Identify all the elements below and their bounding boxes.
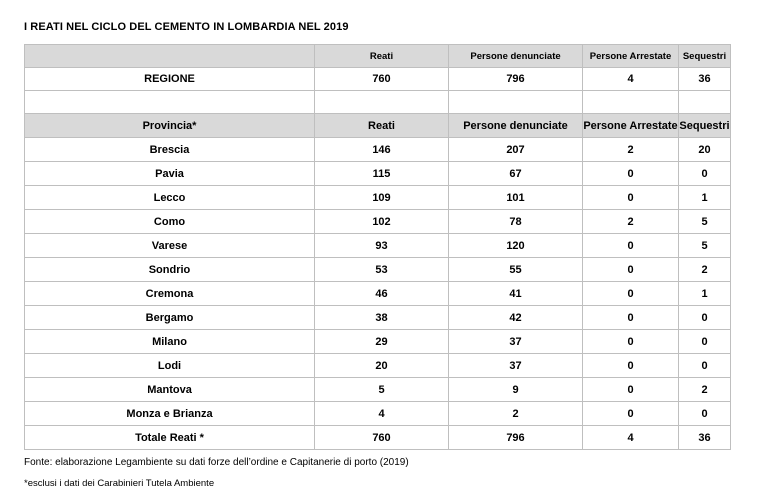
spacer-row — [25, 91, 731, 114]
table-cell: 2 — [583, 138, 679, 162]
table-cell: 5 — [315, 378, 449, 402]
table-cell: 1 — [679, 282, 731, 306]
top-header-row — [25, 45, 731, 68]
empty-cell — [583, 91, 679, 114]
header-cell: Persone Arrestate — [583, 114, 679, 138]
table-cell: 78 — [449, 210, 583, 234]
table-title: I REATI NEL CICLO DEL CEMENTO IN LOMBARDIA NEL 2019 — [24, 21, 349, 33]
table-cell: 67 — [449, 162, 583, 186]
province-name: Lodi — [25, 354, 315, 378]
table-cell: 0 — [679, 402, 731, 426]
table-cell: 42 — [449, 306, 583, 330]
table-cell: 37 — [449, 330, 583, 354]
province-row — [25, 402, 731, 426]
table-body — [25, 45, 731, 450]
regione-cell: 4 — [583, 68, 679, 91]
table-cell: 29 — [315, 330, 449, 354]
table-cell: 146 — [315, 138, 449, 162]
table-cell: 0 — [583, 186, 679, 210]
table-cell: 101 — [449, 186, 583, 210]
table-cell: 0 — [679, 354, 731, 378]
table-cell: 0 — [583, 306, 679, 330]
total-cell: 4 — [583, 426, 679, 450]
table-cell: 5 — [679, 210, 731, 234]
table-cell: 0 — [583, 162, 679, 186]
province-row — [25, 258, 731, 282]
regione-cell: 36 — [679, 68, 731, 91]
table-cell: 20 — [315, 354, 449, 378]
header-cell: Sequestri — [679, 114, 731, 138]
province-row — [25, 354, 731, 378]
crimes-table — [24, 44, 731, 450]
province-name: Brescia — [25, 138, 315, 162]
header-cell: Sequestri — [679, 45, 731, 68]
province-name: Mantova — [25, 378, 315, 402]
province-row — [25, 282, 731, 306]
table-cell: 55 — [449, 258, 583, 282]
province-name: Bergamo — [25, 306, 315, 330]
header-cell — [25, 45, 315, 68]
province-name: Cremona — [25, 282, 315, 306]
regione-cell: 796 — [449, 68, 583, 91]
table-cell: 46 — [315, 282, 449, 306]
table-cell: 0 — [679, 162, 731, 186]
table-cell: 102 — [315, 210, 449, 234]
table-cell: 0 — [583, 330, 679, 354]
regione-cell: 760 — [315, 68, 449, 91]
main-header-row — [25, 114, 731, 138]
table-cell: 93 — [315, 234, 449, 258]
header-cell: Persone Arrestate — [583, 45, 679, 68]
empty-cell — [449, 91, 583, 114]
table-cell: 109 — [315, 186, 449, 210]
total-cell: 796 — [449, 426, 583, 450]
header-cell: Reati — [315, 114, 449, 138]
header-cell: Persone denunciate — [449, 114, 583, 138]
total-cell: 36 — [679, 426, 731, 450]
regione-row — [25, 68, 731, 91]
table-cell: 0 — [583, 354, 679, 378]
table-cell: 41 — [449, 282, 583, 306]
table-cell: 0 — [679, 330, 731, 354]
province-row — [25, 234, 731, 258]
table-cell: 2 — [679, 378, 731, 402]
table-cell: 120 — [449, 234, 583, 258]
total-row — [25, 426, 731, 450]
province-row — [25, 186, 731, 210]
header-cell: Reati — [315, 45, 449, 68]
table-cell: 0 — [583, 258, 679, 282]
table-cell: 20 — [679, 138, 731, 162]
province-name: Lecco — [25, 186, 315, 210]
province-row — [25, 306, 731, 330]
empty-cell — [315, 91, 449, 114]
total-cell: 760 — [315, 426, 449, 450]
table-cell: 37 — [449, 354, 583, 378]
province-name: Sondrio — [25, 258, 315, 282]
province-name: Monza e Brianza — [25, 402, 315, 426]
table-cell: 38 — [315, 306, 449, 330]
province-name: Milano — [25, 330, 315, 354]
province-row — [25, 378, 731, 402]
header-cell: Persone denunciate — [449, 45, 583, 68]
regione-label: REGIONE — [25, 68, 315, 91]
province-row — [25, 210, 731, 234]
table-cell: 4 — [315, 402, 449, 426]
province-row — [25, 138, 731, 162]
table-cell: 115 — [315, 162, 449, 186]
table-cell: 0 — [583, 378, 679, 402]
table-cell: 9 — [449, 378, 583, 402]
header-cell: Provincia* — [25, 114, 315, 138]
province-row — [25, 162, 731, 186]
province-name: Pavia — [25, 162, 315, 186]
table-cell: 0 — [583, 402, 679, 426]
source-note: Fonte: elaborazione Legambiente su dati forze dell’ordine e Capitanerie di porto (2019) — [24, 457, 409, 468]
table-cell: 53 — [315, 258, 449, 282]
province-row — [25, 330, 731, 354]
table-cell: 0 — [583, 282, 679, 306]
footnote: *esclusi i dati dei Carabinieri Tutela Ambiente — [24, 478, 215, 489]
table-cell: 2 — [679, 258, 731, 282]
table-cell: 2 — [583, 210, 679, 234]
table-cell: 0 — [583, 234, 679, 258]
table-cell: 1 — [679, 186, 731, 210]
table-cell: 0 — [679, 306, 731, 330]
empty-cell — [25, 91, 315, 114]
table-cell: 2 — [449, 402, 583, 426]
empty-cell — [679, 91, 731, 114]
total-label: Totale Reati * — [25, 426, 315, 450]
province-name: Varese — [25, 234, 315, 258]
table-cell: 5 — [679, 234, 731, 258]
province-name: Como — [25, 210, 315, 234]
table-cell: 207 — [449, 138, 583, 162]
